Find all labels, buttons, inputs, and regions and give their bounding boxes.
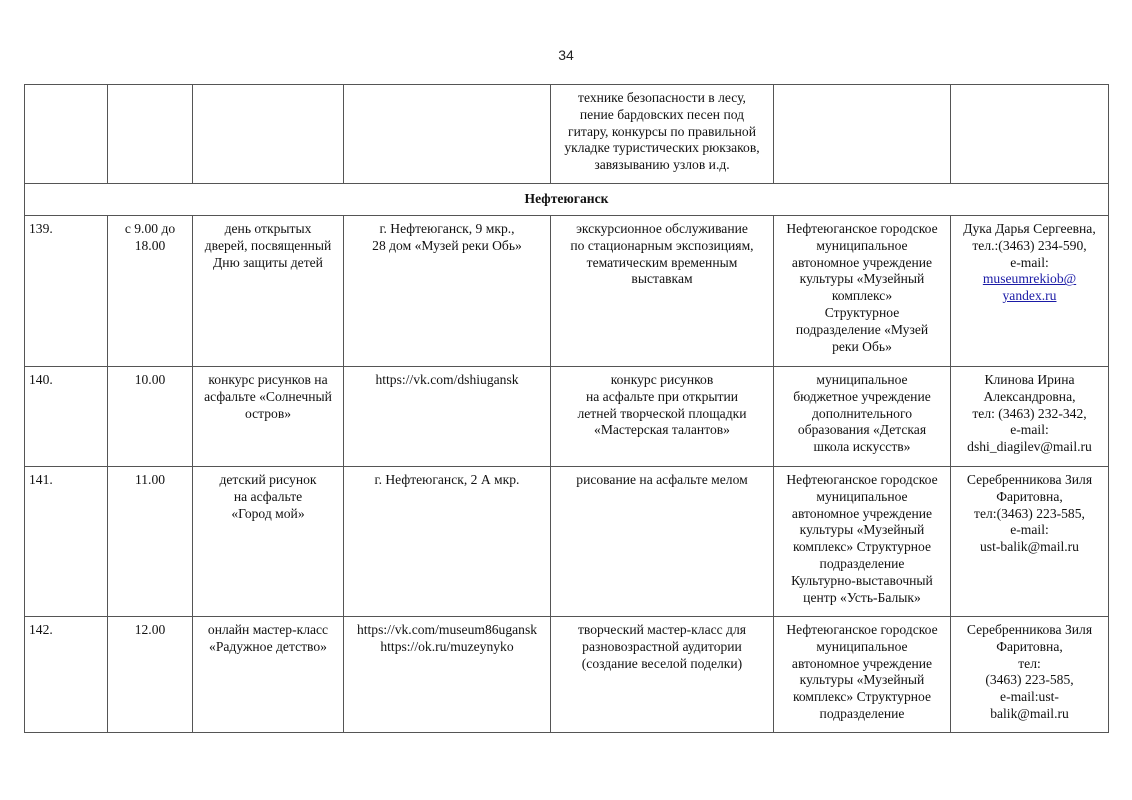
contact-line: e-mail: xyxy=(1010,254,1049,270)
place-line: https://vk.com/dshiugansk xyxy=(375,372,519,387)
cell-number: 140. xyxy=(25,367,108,467)
event-line: Дню защиты детей xyxy=(213,254,323,270)
text-line: укладке туристических рюкзаков, xyxy=(564,140,760,156)
cell-place xyxy=(344,85,551,184)
organizer-line: подразделение xyxy=(819,555,905,571)
cell-organizer xyxy=(774,367,951,467)
event-line: дверей, посвященный xyxy=(204,237,332,253)
contact-line: Серебренникова Зиля xyxy=(966,472,1093,487)
cell-event xyxy=(193,85,344,184)
organizer-line: дополнительного xyxy=(811,405,912,421)
description-line: разновозрастной аудитории xyxy=(582,638,742,654)
contact-line: Серебренникова Зиля xyxy=(966,622,1093,637)
organizer-line: Нефтеюганское городское xyxy=(786,472,938,487)
organizer-line: Нефтеюганское городское xyxy=(786,622,938,637)
contact-line: balik@mail.ru xyxy=(990,705,1069,721)
email-link[interactable]: yandex.ru xyxy=(1002,288,1057,304)
cell-organizer xyxy=(774,617,951,733)
contact-line: Фаритовна, xyxy=(996,488,1063,504)
table-row xyxy=(25,367,1109,467)
text-line: технике безопасности в лесу, xyxy=(578,90,746,105)
event-line: конкурс рисунков на xyxy=(208,372,328,387)
organizer-line: Нефтеюганское городское xyxy=(786,221,938,236)
organizer-line: культуры «Музейный xyxy=(799,522,925,538)
cell-number: 141. xyxy=(25,467,108,617)
table-row xyxy=(25,617,1109,733)
table-row xyxy=(25,467,1109,617)
organizer-line: муниципальное xyxy=(816,372,908,387)
description-line: экскурсионное обслуживание xyxy=(576,221,748,236)
cell-organizer xyxy=(774,467,951,617)
cell-time xyxy=(108,467,193,617)
contact-line: ust-balik@mail.ru xyxy=(980,539,1079,555)
event-line: детский рисунок xyxy=(219,472,317,487)
time-line: 18.00 xyxy=(134,237,166,253)
organizer-line: Культурно-выставочный xyxy=(791,572,933,588)
place-line: г. Нефтеюганск, 2 А мкр. xyxy=(374,472,520,487)
description-line: летней творческой площадки xyxy=(577,405,747,421)
table-row xyxy=(25,216,1109,367)
cell-organizer xyxy=(774,216,951,367)
time-line: 10.00 xyxy=(134,372,166,387)
organizer-line: автономное учреждение xyxy=(791,254,933,270)
cell-contact xyxy=(951,467,1109,617)
contact-line: e-mail: xyxy=(1010,522,1049,538)
contact-line: Александровна, xyxy=(983,388,1076,404)
contact-line: e-mail: xyxy=(1010,422,1049,438)
cell-event xyxy=(193,617,344,733)
cell-time xyxy=(108,367,193,467)
cell-contact xyxy=(951,617,1109,733)
event-line: на асфальте xyxy=(233,488,303,504)
cell-place xyxy=(344,367,551,467)
contact-line: (3463) 223-585, xyxy=(985,672,1074,688)
cell-description xyxy=(551,467,774,617)
organizer-line: реки Обь» xyxy=(832,338,892,354)
cell-contact xyxy=(951,367,1109,467)
page-number: 34 xyxy=(558,47,574,63)
organizer-line: культуры «Музейный xyxy=(799,672,925,688)
description-line: (создание веселой поделки) xyxy=(581,655,743,671)
section-title: Нефтеюганск xyxy=(25,184,1109,216)
contact-line: Фаритовна, xyxy=(996,638,1063,654)
time-line: 11.00 xyxy=(134,472,166,487)
description-line: выставкам xyxy=(631,271,693,287)
cell-description xyxy=(551,367,774,467)
time-line: 12.00 xyxy=(134,622,166,637)
organizer-line: Структурное xyxy=(824,304,900,320)
event-line: остров» xyxy=(244,405,292,421)
contact-line: тел: xyxy=(1018,655,1041,671)
events-table xyxy=(24,84,1109,733)
contact-line: Дука Дарья Сергеевна, xyxy=(963,221,1096,236)
event-line: асфальте «Солнечный xyxy=(204,388,332,404)
organizer-line: школа искусств» xyxy=(813,439,911,455)
cell-place xyxy=(344,617,551,733)
contact-line: dshi_diagilev@mail.ru xyxy=(967,439,1092,455)
organizer-line: культуры «Музейный xyxy=(799,271,925,287)
text-line: завязыванию узлов и.д. xyxy=(594,157,730,173)
event-line: онлайн мастер-класс xyxy=(207,622,329,637)
cell-time xyxy=(108,216,193,367)
place-line: 28 дом «Музей реки Обь» xyxy=(372,237,522,253)
description-line: по стационарным экспозициям, xyxy=(570,237,754,253)
cell-number: 139. xyxy=(25,216,108,367)
organizer-line: комплекс» Структурное xyxy=(792,689,932,705)
description-line: на асфальте при открытии xyxy=(585,388,739,404)
cell-organizer xyxy=(774,85,951,184)
cell-place xyxy=(344,216,551,367)
place-line: г. Нефтеюганск, 9 мкр., xyxy=(379,221,515,236)
event-line: день открытых xyxy=(224,221,312,236)
email-link[interactable]: museumrekiob@ xyxy=(982,271,1077,287)
description-line: «Мастерская талантов» xyxy=(594,422,730,438)
cell-place xyxy=(344,467,551,617)
cell-number: 142. xyxy=(25,617,108,733)
cell-description xyxy=(551,85,774,184)
organizer-line: подразделение xyxy=(819,705,905,721)
event-line: «Город мой» xyxy=(231,505,305,521)
description-line: рисование на асфальте мелом xyxy=(576,472,748,487)
cell-event xyxy=(193,216,344,367)
organizer-line: муниципальное xyxy=(816,488,908,504)
contact-line: тел.:(3463) 234-590, xyxy=(972,237,1087,253)
organizer-line: образования «Детская xyxy=(797,422,927,438)
cell-time xyxy=(108,85,193,184)
event-line: «Радужное детство» xyxy=(209,638,327,654)
time-line: с 9.00 до xyxy=(124,221,176,236)
organizer-line: муниципальное xyxy=(816,237,908,253)
description-line: тематическим временным xyxy=(586,254,738,270)
section-row xyxy=(25,184,1109,216)
place-line: https://vk.com/museum86ugansk xyxy=(356,622,538,637)
description-line: творческий мастер-класс для xyxy=(577,622,747,637)
organizer-line: комплекс» Структурное xyxy=(792,539,932,555)
cell-event xyxy=(193,467,344,617)
contact-line: Клинова Ирина xyxy=(984,372,1075,387)
organizer-line: автономное учреждение xyxy=(791,655,933,671)
table-row-continuation xyxy=(25,85,1109,184)
organizer-line: подразделение «Музей xyxy=(795,321,929,337)
cell-description xyxy=(551,216,774,367)
cell-event xyxy=(193,367,344,467)
text-line: пение бардовских песен под xyxy=(579,106,745,122)
organizer-line: муниципальное xyxy=(816,638,908,654)
cell-contact xyxy=(951,85,1109,184)
organizer-line: центр «Усть-Балык» xyxy=(803,589,921,605)
text-line: гитару, конкурсы по правильной xyxy=(568,123,756,139)
cell-time xyxy=(108,617,193,733)
cell-description xyxy=(551,617,774,733)
organizer-line: комплекс» xyxy=(831,288,893,304)
contact-line: тел:(3463) 223-585, xyxy=(974,505,1085,521)
contact-line: тел: (3463) 232-342, xyxy=(972,405,1087,421)
contact-line: e-mail:ust- xyxy=(1000,689,1059,705)
cell-number xyxy=(25,85,108,184)
place-line: https://ok.ru/muzeynyko xyxy=(380,638,514,654)
cell-contact xyxy=(951,216,1109,367)
organizer-line: автономное учреждение xyxy=(791,505,933,521)
description-line: конкурс рисунков xyxy=(610,372,714,387)
organizer-line: бюджетное учреждение xyxy=(793,388,931,404)
